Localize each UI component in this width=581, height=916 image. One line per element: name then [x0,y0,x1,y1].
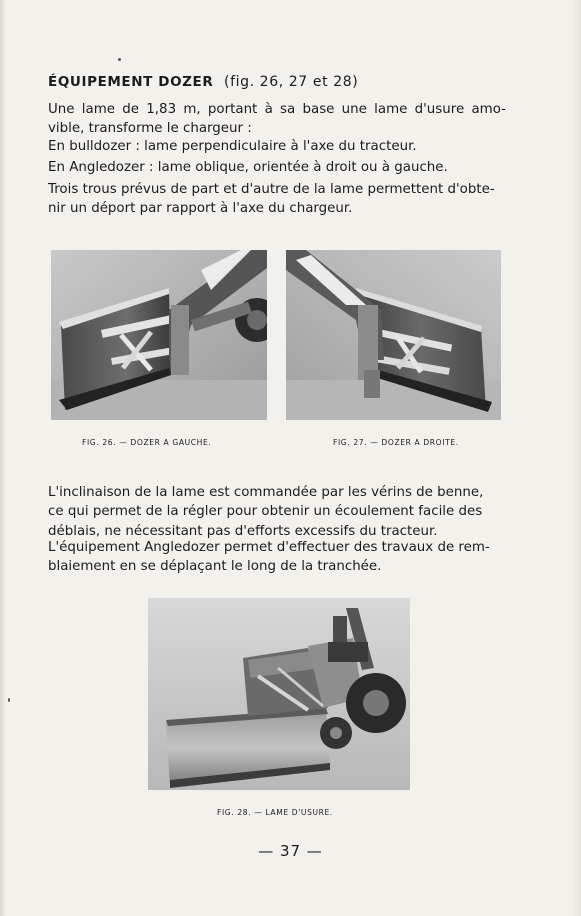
text-line: En bulldozer : lame perpendiculaire à l'axe du tracteur. [48,139,417,154]
figure-28-photo [148,598,410,790]
angledozer-work-paragraph [48,538,506,577]
section-title: ÉQUIPEMENT DOZER [48,74,214,90]
text-line: déblais, ne nécessitant pas d'efforts excessifs du tracteur. [48,523,438,539]
text-line: En Angledozer : lame oblique, orientée à droit ou à gauche. [48,160,448,175]
bulldozer-paragraph [48,137,506,156]
holes-paragraph [48,180,506,219]
print-speck [118,58,121,61]
text-line: blaiement en se déplaçant le long de la tranchée. [48,559,382,575]
figure-28-caption: FIG. 28. — LAME D'USURE. [217,808,333,817]
figure-26-photo [51,250,267,420]
angledozer-paragraph [48,158,506,177]
section-heading [48,74,358,90]
page-number: — 37 — [258,842,323,860]
intro-paragraph [48,100,506,139]
paper-shadow-left [0,0,6,916]
paper-shadow-right [571,0,581,916]
figure-reference: (fig. 26, 27 et 28) [224,74,359,90]
text-line: Une lame de 1,83 m, portant à sa base une lame d'usure amo- [48,102,506,117]
inclinaison-paragraph [48,483,506,541]
text-line: L'inclinaison de la lame est commandée par les vérins de benne, [48,485,484,500]
figure-27-photo [286,250,501,420]
print-speck [8,698,10,702]
figure-26-caption: FIG. 26. — DOZER A GAUCHE. [82,438,212,447]
text-line: ce qui permet de la régler pour obtenir un écoulement facile des [48,504,483,520]
text-line: Trois trous prévus de part et d'autre de la lame permettent d'obte- [48,182,495,197]
text-line: nir un déport par rapport à l'axe du chargeur. [48,201,353,217]
text-line: vible, transforme le chargeur : [48,121,252,137]
figure-27-caption: FIG. 27. — DOZER A DROITE. [333,438,459,447]
text-line: L'équipement Angledozer permet d'effectuer des travaux de rem- [48,540,490,555]
